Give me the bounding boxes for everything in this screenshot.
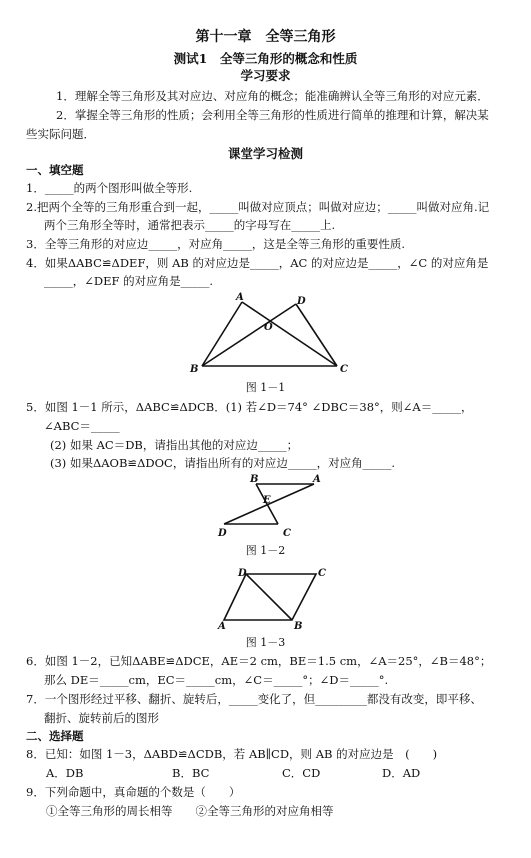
- question-9: 9．下列命题中，真命题的个数是（ ）: [26, 785, 241, 799]
- question-8-option-c: C．CD: [282, 766, 321, 780]
- test-title: 测试1 全等三角形的概念和性质: [173, 51, 358, 66]
- figure-1-2-caption: 图 1－2: [245, 544, 286, 557]
- fig2-label-a: A: [313, 474, 321, 485]
- chapter-title: 第十一章 全等三角形: [195, 29, 336, 45]
- fig2-label-d: D: [218, 528, 227, 539]
- requirement-1: 1．理解全等三角形及其对应边、对应角的概念；能准确辨认全等三角形的对应元素．: [56, 89, 489, 103]
- question-5-part-2: (2) 如果 AC＝DB，请指出其他的对应边_____；: [50, 438, 299, 452]
- figure-1-1-caption: 图 1－1: [245, 381, 286, 394]
- requirement-2: 2．掌握全等三角形的性质；会利用全等三角形的性质进行简单的推理和计算，解决某: [56, 108, 489, 122]
- question-5: 5．如图 1－1 所示，ΔABC≌ΔDCB．(1) 若∠D＝74° ∠DBC＝38°，则∠A＝_____，: [26, 400, 473, 414]
- question-8: 8．已知：如图 1－3，ΔABD≌ΔCDB，若 AB∥CD，则 AB 的对应边是 ( ): [26, 747, 438, 761]
- fig3-label-b: B: [294, 621, 303, 632]
- fig3-label-c: C: [318, 568, 326, 579]
- segment-bd: [202, 304, 296, 366]
- question-1: 1．_____的两个图形叫做全等形.: [26, 181, 193, 195]
- question-6: 6．如图 1－2，已知ΔABE≌ΔDCE，AE＝2 cm，BE＝1.5 cm，∠A＝25°，∠B＝48°；: [26, 654, 492, 668]
- question-8-option-b: B．BC: [172, 766, 210, 780]
- fig1-label-b: B: [190, 364, 199, 375]
- figure-1-1: [180, 290, 360, 385]
- question-9-items: ①全等三角形的周长相等 ②全等三角形的对应角相等: [46, 804, 334, 818]
- fig2-label-b: B: [250, 474, 259, 485]
- question-4: 4．如果ΔABC≌ΔDEF，则 AB 的对应边是_____，AC 的对应边是_____，∠C 的对应角是: [26, 256, 489, 270]
- question-7-continued: 翻折、旋转前后的图形: [44, 711, 159, 725]
- fig3-label-d: D: [238, 568, 247, 579]
- fig1-label-a: A: [236, 292, 244, 303]
- section-fill-in-blank: 一、填空题: [26, 163, 84, 177]
- segment-dc: [296, 304, 337, 366]
- segment-ab: [202, 302, 242, 366]
- section-multiple-choice: 二、选择题: [26, 729, 84, 743]
- question-5-continued: ∠ABC＝_____: [44, 419, 120, 433]
- fig2-label-e: E: [263, 495, 271, 506]
- question-3: 3．全等三角形的对应边_____，对应角_____，这是全等三角形的重要性质.: [26, 237, 405, 251]
- requirements-heading: 学习要求: [240, 68, 291, 83]
- question-5-part-3: (3) 如果ΔAOB≌ΔDOC，请指出所有的对应边_____，对应角_____.: [50, 456, 395, 470]
- question-4-continued: _____，∠DEF 的对应角是_____.: [44, 274, 214, 288]
- question-8-option-a: A．DB: [46, 766, 84, 780]
- fig1-label-o: O: [264, 322, 273, 333]
- class-test-heading: 课堂学习检测: [227, 146, 303, 161]
- figure-1-2: [210, 472, 330, 542]
- figure-1-3: [218, 562, 338, 632]
- question-7: 7．一个图形经过平移、翻折、旋转后，_____变化了，但_________都没有改变，即平移、: [26, 692, 482, 706]
- segment-ac: [242, 302, 337, 366]
- question-8-option-d: D．AD: [382, 766, 421, 780]
- figure-1-3-caption: 图 1－3: [245, 636, 286, 649]
- diagonal-db: [246, 574, 292, 620]
- question-6-continued: 那么 DE＝_____cm，EC＝_____cm，∠C＝_____°；∠D＝_____°.: [44, 673, 389, 687]
- fig2-label-c: C: [283, 528, 291, 539]
- question-2: 2.把两个全等的三角形重合到一起，_____叫做对应顶点；叫做对应边；_____叫做对应角.记: [26, 200, 490, 214]
- fig3-label-a: A: [218, 621, 226, 632]
- fig1-label-d: D: [297, 296, 306, 307]
- question-2-continued: 两个三角形全等时，通常把表示_____的字母写在_____上.: [44, 218, 336, 232]
- fig1-label-c: C: [340, 364, 348, 375]
- requirement-2-continued: 些实际问题．: [26, 127, 95, 141]
